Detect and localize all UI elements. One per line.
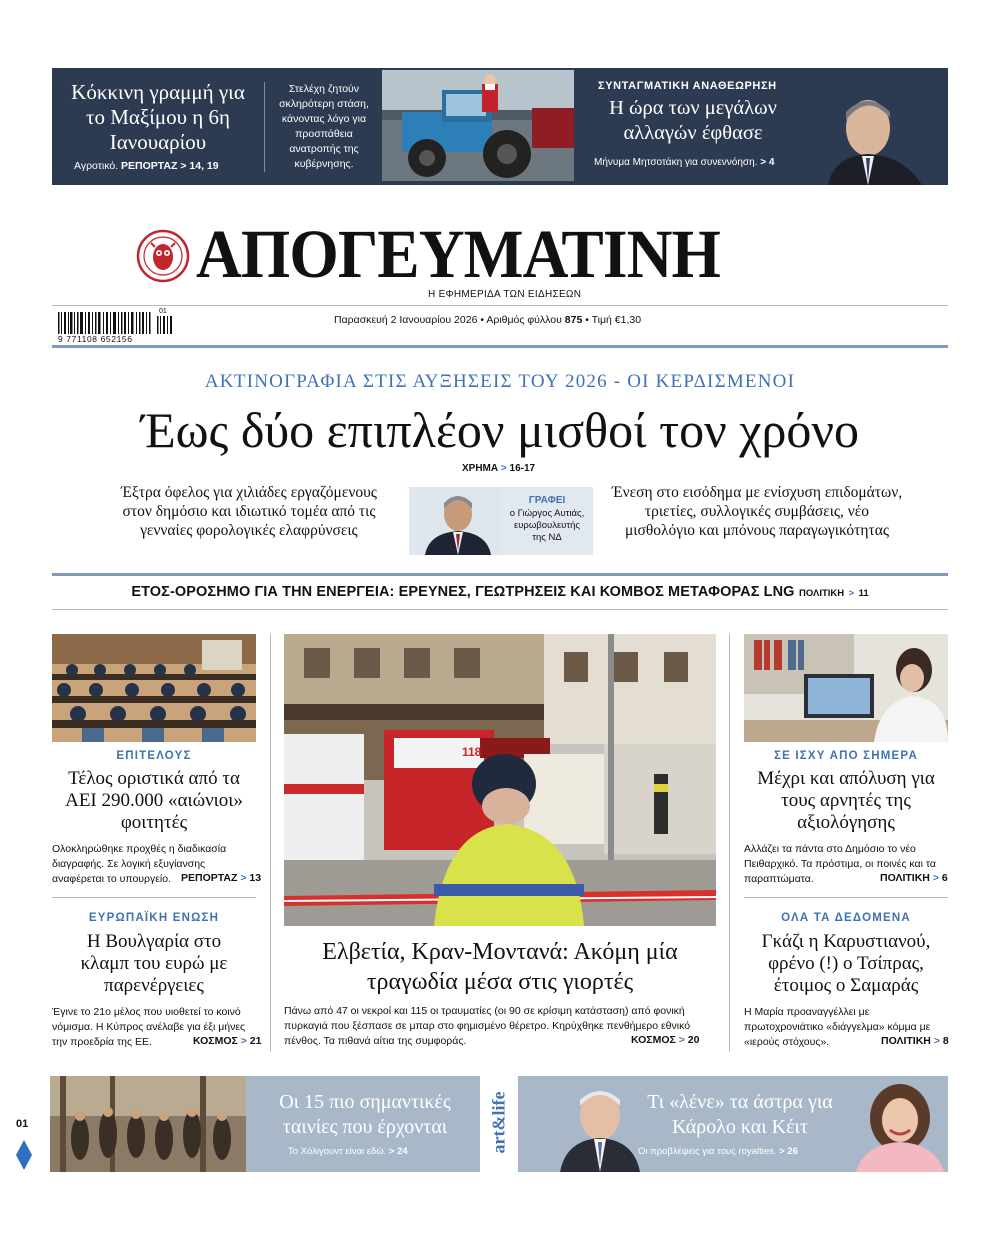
bottom-left-ref-pages: 24 bbox=[397, 1146, 408, 1157]
right-story2-kicker: ΟΛΑ ΤΑ ΔΕΔΟΜΕΝΑ bbox=[781, 912, 911, 924]
strap-ref-pages: 11 bbox=[858, 588, 869, 599]
strap-bottom-rule bbox=[52, 609, 948, 610]
strap-ref-label: ΠΟΛΙΤΙΚΗ bbox=[799, 588, 845, 599]
left-story1-ref[interactable]: ΡΕΠΟΡΤΑΖ > 13 bbox=[181, 872, 262, 884]
writer-label: ΓΡΑΦΕΙ bbox=[528, 495, 566, 506]
masthead-title[interactable]: ΑΠΟΓΕΥΜΑΤΙΝΗ bbox=[196, 216, 720, 292]
tractor-photo[interactable] bbox=[382, 70, 574, 181]
center-headline[interactable]: Ελβετία, Κραν-Μοντανά: Ακόμη μία τραγωδία μέσα στις γιορτές bbox=[322, 939, 678, 995]
right-story1-ref[interactable]: ΠΟΛΙΤΙΚΗ > 6 bbox=[880, 872, 948, 884]
owl-seal-icon bbox=[136, 229, 190, 283]
bottom-left-promo[interactable] bbox=[50, 1076, 480, 1172]
left-story1-headline[interactable]: Τέλος οριστικά από τα ΑΕΙ 290.000 «αιώνιοι» φοιτητές bbox=[65, 768, 243, 833]
lead-headline[interactable]: Έως δύο επιπλέον μισθοί τον χρόνο bbox=[140, 402, 860, 458]
lead-right-deck: Ένεση στο εισόδημα με ενίσχυση επιδομάτων, τριετίες, συλλογικές συμβάσεις, νέο μισθολόγιο και μπόνους παραγωγικότητας bbox=[611, 484, 903, 539]
banner-right-ref-pages: 4 bbox=[768, 157, 775, 168]
bottom-left-headline: Οι 15 πιο σημαντικές ταινίες που έρχονται bbox=[279, 1091, 451, 1138]
writer-role-2: της ΝΔ bbox=[532, 532, 562, 543]
masthead-top-rule bbox=[52, 305, 948, 306]
lead-ref-pages: 16-17 bbox=[509, 463, 536, 474]
art-life-label: art&life bbox=[488, 1091, 509, 1154]
col-rule-right bbox=[729, 634, 730, 1052]
lecture-hall-illustration bbox=[52, 634, 256, 742]
banner-mid-text: Στελέχη ζητούν σκληρότερη στάση, κάνοντας λόγο για προσπάθεια ανατροπής της κυβέρνησης. bbox=[279, 83, 369, 170]
barcode bbox=[58, 308, 176, 344]
lecture-hall-photo[interactable] bbox=[52, 634, 256, 742]
fire-scene-illustration bbox=[284, 634, 716, 926]
banner-left-ref[interactable]: Αγροτικό. ΡΕΠΟΡΤΑΖ > 14, 19 bbox=[74, 160, 219, 172]
bottom-left-sub: Το Χόλιγουντ είναι εδώ. bbox=[288, 1146, 387, 1157]
issue-number: 875 bbox=[564, 314, 583, 326]
left-story1-ref-label: ΡΕΠΟΡΤΑΖ bbox=[181, 872, 238, 884]
strap-text: ΕΤΟΣ-ΟΡΟΣΗΜΟ ΓΙΑ ΤΗΝ ΕΝΕΡΓΕΙΑ: ΕΡΕΥΝΕΣ, ΓΕΩΤΡΗΣΕΙΣ ΚΑΙ ΚΟΜΒΟΣ ΜΕΤΑΦΟΡΑΣ LNG bbox=[131, 584, 795, 600]
lead-ref-label: ΧΡΗΜΑ bbox=[462, 463, 499, 474]
banner-right-ref[interactable]: Μήνυμα Μητσοτάκη για συνεννόηση. > 4 bbox=[594, 157, 775, 168]
price-text: • Τιμή €1,30 bbox=[585, 314, 642, 326]
writer-role-1: ευρωβουλευτής bbox=[514, 520, 580, 531]
center-body: Πάνω από 47 οι νεκροί και 115 οι τραυματίες (οι 90 σε κρίσιμη κατάσταση) από φονική πυρκαγιά που ξέσπασε σε μπαρ στο φημισμένο θέρετρο. Κηρύχθηκε πενθήμερο εθνικό πένθος. Τα πιθανά αίτια της συμφοράς. bbox=[284, 1005, 691, 1047]
page-number: 01 bbox=[16, 1118, 29, 1130]
banner-right-sub: Μήνυμα Μητσοτάκη για συνεννόηση. bbox=[594, 157, 758, 168]
banner-right-kicker: ΣΥΝΤΑΓΜΑΤΙΚΗ ΑΝΑΘΕΩΡΗΣΗ bbox=[598, 80, 777, 92]
right-story2-ref[interactable]: ΠΟΛΙΤΙΚΗ > 8 bbox=[881, 1035, 949, 1047]
banner-right-headline[interactable]: Η ώρα των μεγάλων αλλαγών έφθασε bbox=[609, 97, 777, 144]
right-story2-headline[interactable]: Γκάζι η Καρυστιανού, φρένο (!) ο Τσίπρας, έτοιμος ο Σαμαράς bbox=[761, 931, 931, 996]
left-story2-headline[interactable]: Η Βουλγαρία στο κλαμπ του ευρώ με παρενέργειες bbox=[80, 931, 228, 996]
masthead-logo-seal[interactable] bbox=[136, 229, 190, 283]
film-still-illustration bbox=[50, 1076, 246, 1172]
banner-left-ref-pages: 14, 19 bbox=[189, 160, 219, 172]
left-divider bbox=[52, 897, 256, 898]
center-ref[interactable]: ΚΟΣΜΟΣ > 20 bbox=[631, 1034, 700, 1046]
bottom-left-ref: Το Χόλιγουντ είναι εδώ. > 24 bbox=[288, 1146, 408, 1157]
office-photo[interactable] bbox=[744, 634, 948, 742]
fire-scene-photo[interactable] bbox=[284, 634, 716, 926]
bottom-right-headline: Τι «λένε» τα άστρα για Κάρολο και Κέιτ bbox=[647, 1091, 833, 1138]
truck-number: 118 bbox=[462, 745, 482, 759]
right-story2-ref-label: ΠΟΛΙΤΙΚΗ bbox=[881, 1035, 931, 1047]
strap-line[interactable]: ΕΤΟΣ-ΟΡΟΣΗΜΟ ΓΙΑ ΤΗΝ ΕΝΕΡΓΕΙΑ: ΕΡΕΥΝΕΣ, ΓΕΩΤΡΗΣΕΙΣ ΚΑΙ ΚΟΜΒΟΣ ΜΕΤΑΦΟΡΑΣ LNG ΠΟΛΙΤΙΚΗ > 11 bbox=[131, 584, 869, 600]
barcode-icon bbox=[58, 312, 176, 334]
kate-portrait-illustration bbox=[848, 1080, 948, 1172]
writer-name: ο Γιώργος Αυτιάς, bbox=[509, 508, 585, 519]
banner-left-ref-label: ΡΕΠΟΡΤΑΖ bbox=[121, 160, 178, 172]
left-story2-kicker: ΕΥΡΩΠΑΪΚΗ ΕΝΩΣΗ bbox=[88, 912, 220, 924]
masthead-tagline: Η ΕΦΗΜΕΡΙΔΑ ΤΩΝ ΕΙΔΗΣΕΩΝ bbox=[428, 289, 582, 300]
banner-left-section: Αγροτικό. bbox=[74, 160, 119, 172]
left-story2-ref[interactable]: ΚΟΣΜΟΣ > 21 bbox=[193, 1035, 262, 1047]
lead-kicker: ΑΚΤΙΝΟΓΡΑΦΙΑ ΣΤΙΣ ΑΥΞΗΣΕΙΣ ΤΟΥ 2026 - ΟΙ ΚΕΡΔΙΣΜΕΝΟΙ bbox=[204, 371, 796, 392]
left-story2-ref-label: ΚΟΣΜΟΣ bbox=[193, 1035, 238, 1047]
barcode-digits: 9 771108 652156 bbox=[58, 334, 133, 344]
bottom-right-sub: Οι προβλέψεις για τους royalties. bbox=[638, 1146, 777, 1157]
date-text: Παρασκευή 2 Ιανουαρίου 2026 • Αριθμός φύλλου bbox=[334, 314, 562, 326]
bottom-right-promo[interactable] bbox=[518, 1076, 948, 1172]
left-story2-ref-pages: 21 bbox=[249, 1035, 262, 1047]
office-illustration bbox=[744, 634, 948, 742]
writer-box[interactable] bbox=[409, 487, 593, 555]
right-story2-body: Η Μαρία προαναγγέλλει με πρωτοχρονιάτικο «διάγγελμα» κόμμα με «ιερούς στόχους». bbox=[744, 1006, 931, 1048]
top-banner bbox=[52, 68, 948, 185]
banner-left-headline[interactable]: Κόκκινη γραμμή για το Μαξίμου η 6η Ιανουαρίου bbox=[71, 80, 245, 154]
date-line bbox=[334, 314, 641, 326]
lead-ref[interactable]: ΧΡΗΜΑ > 16-17 bbox=[462, 463, 536, 474]
center-ref-label: ΚΟΣΜΟΣ bbox=[631, 1034, 676, 1046]
film-still-photo bbox=[50, 1076, 246, 1172]
tractor-illustration bbox=[382, 70, 574, 181]
strap-top-rule bbox=[52, 573, 948, 576]
page-diamond-icon bbox=[16, 1140, 32, 1170]
banner-divider bbox=[264, 82, 265, 172]
art-life-vertical[interactable] bbox=[488, 1076, 510, 1172]
right-divider bbox=[744, 897, 948, 898]
center-ref-pages: 20 bbox=[687, 1034, 700, 1046]
right-story1-body: Αλλάζει τα πάντα στο Δημόσιο το νέο Πειθαρχικό. Τα πρόστιμα, οι ποινές και τα παραπτώματα. bbox=[744, 843, 936, 885]
left-story1-ref-pages: 13 bbox=[249, 872, 262, 884]
masthead-bottom-rule bbox=[52, 345, 948, 348]
bottom-right-ref-pages: 26 bbox=[787, 1146, 798, 1157]
kate-photo bbox=[848, 1080, 948, 1172]
right-story1-headline[interactable]: Μέχρι και απόλυση για τους αρνητές της αξιολόγησης bbox=[757, 768, 935, 833]
right-story1-kicker: ΣΕ ΙΣΧΥ ΑΠΟ ΣΗΜΕΡΑ bbox=[774, 750, 918, 762]
left-story2-body: Έγινε το 21ο μέλος που υιοθετεί το κοινό νόμισμα. Η Κύπρος ανέλαβε για έξι μήνες την προεδρία της ΕΕ. bbox=[52, 1006, 246, 1048]
right-story2-ref-pages: 8 bbox=[942, 1035, 949, 1047]
portrait-illustration bbox=[818, 82, 948, 185]
mitsotakis-photo[interactable] bbox=[818, 82, 948, 185]
col-rule-left bbox=[270, 634, 271, 1052]
right-story1-ref-label: ΠΟΛΙΤΙΚΗ bbox=[880, 872, 930, 884]
writer-photo bbox=[417, 487, 499, 555]
writer-portrait-illustration bbox=[417, 487, 499, 555]
right-story1-ref-pages: 6 bbox=[941, 872, 948, 884]
left-story1-body: Ολοκληρώθηκε προχθές η διαδικασία διαγραφής. Σε λογική εξυγίανσης αναφέρεται το υπουργείο. bbox=[52, 843, 227, 885]
lead-left-deck: Έξτρα όφελος για χιλιάδες εργαζόμενους στον δημόσιο και ιδιωτικό τομέα από τις γενναίες φορολογικές ελαφρύνσεις bbox=[121, 484, 377, 539]
left-story1-kicker: ΕΠΙΤΕΛΟΥΣ bbox=[116, 750, 192, 762]
bottom-right-ref: Οι προβλέψεις για τους royalties. > 26 bbox=[638, 1146, 798, 1157]
barcode-addon: 01 bbox=[159, 308, 167, 315]
